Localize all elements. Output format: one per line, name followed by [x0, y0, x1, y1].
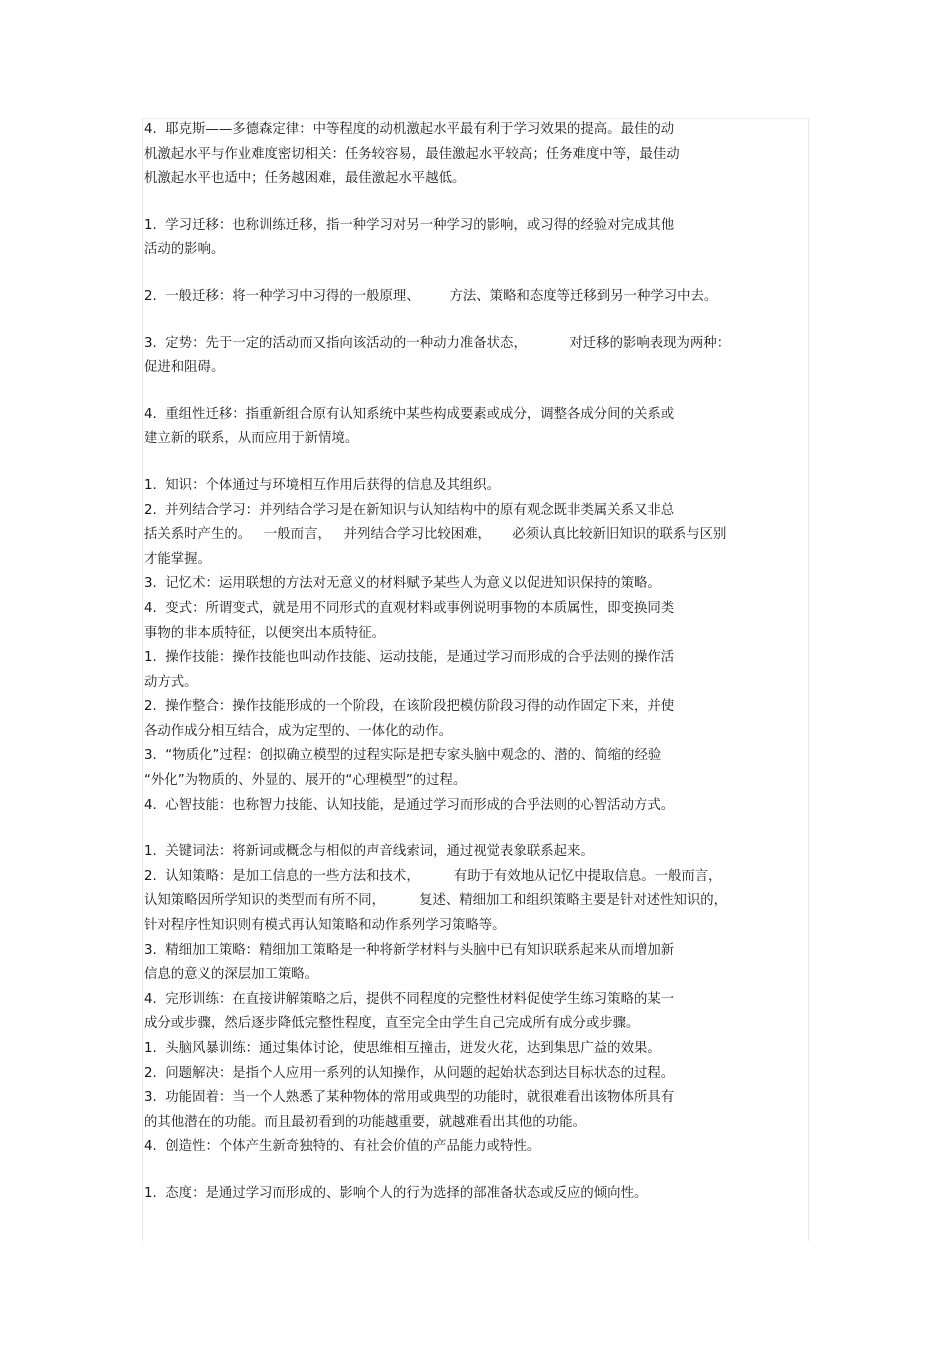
text-line: 针对程序性知识则有模式再认知策略和动作系列学习策略等。 [144, 918, 506, 934]
text-line: 1. 态度：是通过学习而形成的、影响个人的行为选择的部准备状态或反应的倾向性。 [144, 1185, 648, 1201]
paragraph [144, 794, 794, 819]
paragraph [144, 332, 794, 381]
text-line: 1. 操作技能：操作技能也叫动作技能、运动技能，是通过学习而形成的合乎法则的操作活 [144, 650, 675, 666]
text-line: 2. 认知策略：是加工信息的一些方法和技术， 有助于有效地从记忆中提取信息。一般而言， [144, 868, 722, 884]
document-body [144, 118, 794, 1207]
paragraph [144, 1037, 794, 1062]
text-line: 1. 学习迁移：也称训练迁移，指一种学习对另一种学习的影响，或习得的经验对完成其他 [144, 217, 675, 233]
paragraph [144, 285, 794, 310]
text-line: 3. 定势：先于一定的活动而又指向该活动的一种动力准备状态， 对迁移的影响表现为两种： [144, 335, 731, 351]
paragraph [144, 1086, 794, 1135]
text-line: 1. 头脑风暴训练：通过集体讨论，使思维相互撞击，迸发火花，达到集思广益的效果。 [144, 1041, 661, 1056]
text-line: 1. 关键词法：将新词或概念与相似的声音线索词，通过视觉表象联系起来。 [144, 844, 594, 860]
text-line: 4. 创造性：个体产生新奇独特的、有社会价值的产品能力或特性。 [144, 1139, 541, 1155]
text-line: 4. 完形训练：在直接讲解策略之后，提供不同程度的完整性材料促使学生练习策略的某一 [144, 991, 675, 1007]
text-line: “外化”为物质的、外显的、展开的“心理模型”的过程。 [144, 773, 467, 789]
text-line: 4. 变式：所谓变式，就是用不同形式的直观材料或事例说明事物的本质属性，即变换同类 [144, 600, 675, 616]
text-line: 各动作成分相互结合，成为定型的、一体化的动作。 [144, 723, 452, 739]
text-line: 认知策略因所学知识的类型而有所不同， 复述、精细加工和组织策略主要是针对述性知识的， [144, 893, 728, 909]
paragraph [144, 865, 794, 939]
text-line: 事物的非本质特征，以便突出本质特征。 [144, 625, 386, 641]
text-line: 2. 并列结合学习：并列结合学习是在新知识与认知结构中的原有观念既非类属关系又非总 [144, 502, 675, 518]
paragraph [144, 1062, 794, 1087]
paragraph [144, 939, 794, 988]
text-line: 才能掌握。 [144, 551, 211, 567]
paragraph [144, 1135, 794, 1160]
text-line: 括关系时产生的。 一般而言， 并列结合学习比较困难， 必须认真比较新旧知识的联系与区别 [144, 527, 727, 543]
text-line: 机激起水平与作业难度密切相关：任务较容易，最佳激起水平较高；任务难度中等，最佳动 [144, 146, 680, 162]
text-line: 的其他潜在的功能。而且最初看到的功能越重要，就越难看出其他的功能。 [144, 1114, 586, 1130]
paragraph [144, 695, 794, 744]
text-line: 3. 精细加工策略：精细加工策略是一种将新学材料与头脑中已有知识联系起来从而增加新 [144, 942, 675, 958]
text-line: 建立新的联系，从而应用于新情境。 [144, 431, 359, 447]
paragraph [144, 499, 794, 573]
text-line: 成分或步骤，然后逐步降低完整性程度，直至完全由学生自己完成所有成分或步骤。 [144, 1016, 640, 1032]
text-line: 4. 心智技能：也称智力技能、认知技能，是通过学习而形成的合乎法则的心智活动方式。 [144, 797, 675, 813]
paragraph [144, 840, 794, 865]
paragraph [144, 572, 794, 597]
paragraph [144, 214, 794, 263]
text-line: 活动的影响。 [144, 242, 225, 258]
text-line: 机激起水平也适中；任务越困难，最佳激起水平越低。 [144, 171, 466, 187]
text-line: 信息的意义的深层加工策略。 [144, 967, 319, 983]
paragraph [144, 1182, 794, 1207]
text-line: 动方式。 [144, 674, 198, 690]
paragraph [144, 988, 794, 1037]
text-line: 3. 记忆术：运用联想的方法对无意义的材料赋予某些人为意义以促进知识保持的策略。 [144, 576, 661, 592]
text-line: 2. 操作整合：操作技能形成的一个阶段，在该阶段把模仿阶段习得的动作固定下来，并使 [144, 699, 675, 715]
text-line: 1. 知识：个体通过与环境相互作用后获得的信息及其组织。 [144, 477, 501, 493]
paragraph [144, 744, 794, 793]
text-line: 3. “物质化”过程：创拟确立模型的过程实际是把专家头脑中观念的、潜的、简缩的经验 [144, 748, 662, 764]
paragraph [144, 646, 794, 695]
text-line: 4. 耶克斯——多德森定律：中等程度的动机激起水平最有利于学习效果的提高。最佳的动 [144, 122, 675, 137]
text-line: 3. 功能固着：当一个人熟悉了某种物体的常用或典型的功能时，就很难看出该物体所具有 [144, 1090, 675, 1106]
paragraph [144, 118, 794, 192]
text-line: 4. 重组性迁移：指重新组合原有认知系统中某些构成要素或成分，调整各成分间的关系或 [144, 406, 675, 422]
text-line: 2. 问题解决：是指个人应用一系列的认知操作，从问题的起始状态到达目标状态的过程。 [144, 1065, 675, 1081]
text-line: 促进和阻碍。 [144, 360, 225, 376]
paragraph [144, 597, 794, 646]
paragraph [144, 474, 794, 499]
paragraph [144, 403, 794, 452]
text-line: 2. 一般迁移：将一种学习中习得的一般原理、 方法、策略和态度等迁移到另一种学习中去。 [144, 288, 718, 304]
